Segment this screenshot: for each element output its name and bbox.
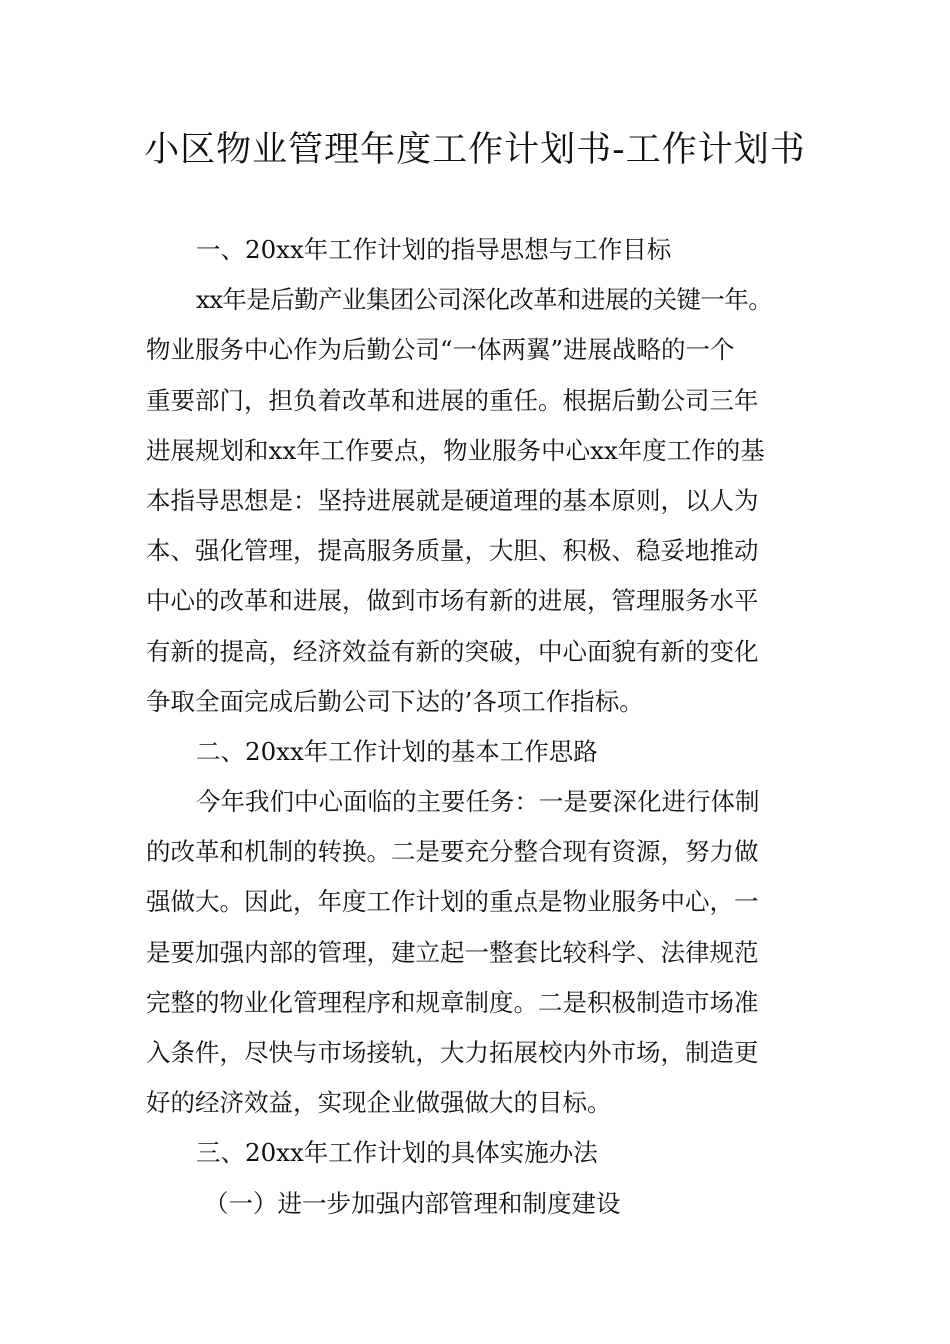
paragraph-line: xx年是后勤产业集团公司深化改革和进展的关键一年。 <box>196 285 773 315</box>
paragraph-line: 的改革和机制的转换。二是要充分整合现有资源，努力做 <box>146 837 759 867</box>
paragraph-line: 本指导思想是：坚持进展就是硬道理的基本原则，以人为 <box>146 485 759 515</box>
section-heading-3: 三、20xx年工作计划的具体实施办法 <box>196 1138 598 1168</box>
paragraph-line: 今年我们中心面临的主要任务：一是要深化进行体制 <box>196 787 760 817</box>
paragraph-line: 重要部门，担负着改革和进展的重任。根据后勤公司三年 <box>146 385 759 415</box>
paragraph-line: 好的经济效益，实现企业做强做大的目标。 <box>146 1088 612 1118</box>
paragraph-line: 是要加强内部的管理，建立起一整套比较科学、法律规范 <box>146 937 759 967</box>
paragraph-line: 物业服务中心作为后勤公司“一体两翼”进展战略的一个 <box>146 335 735 365</box>
paragraph-line: 本、强化管理，提高服务质量，大胆、积极、稳妥地推动 <box>146 536 759 566</box>
paragraph-line: 中心的改革和进展，做到市场有新的进展，管理服务水平 <box>146 586 759 616</box>
document-body <box>146 225 816 1229</box>
subsection-heading-1: （一）进一步加强内部管理和制度建设 <box>204 1188 621 1218</box>
document-title: 小区物业管理年度工作计划书-工作计划书 <box>144 130 806 170</box>
paragraph-line: 入条件，尽快与市场接轨，大力拓展校内外市场，制造更 <box>146 1038 759 1067</box>
paragraph-line: 强做大。因此，年度工作计划的重点是物业服务中心，一 <box>146 887 759 917</box>
paragraph-line: 争取全面完成后勤公司下达的’各项工作指标。 <box>146 686 644 716</box>
paragraph-line: 有新的提高，经济效益有新的突破，中心面貌有新的变化 <box>146 636 759 666</box>
paragraph-line: 进展规划和xx年工作要点，物业服务中心xx年度工作的基 <box>146 435 765 465</box>
section-heading-2: 二、20xx年工作计划的基本工作思路 <box>196 736 598 766</box>
paragraph-line: 完整的物业化管理程序和规章制度。二是积极制造市场准 <box>146 987 759 1017</box>
section-heading-1: 一、20xx年工作计划的指导思想与工作目标 <box>196 235 672 264</box>
